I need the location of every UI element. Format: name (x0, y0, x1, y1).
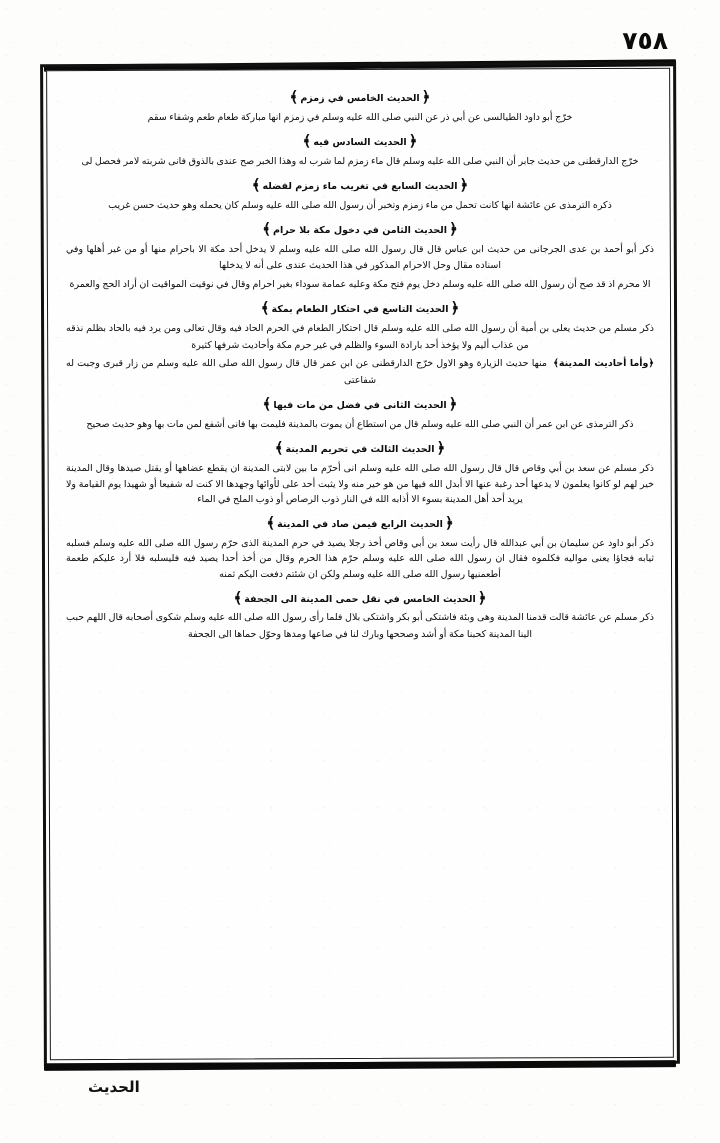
body-paragraph-text: الا محرم اذ قد صح أن رسول الله صلى الله عليه وسلم دخل يوم فتح مكة وعليه عمامة سوداء بغير احرام وقال في نوقيت المواقيت ان أراد الحج والعمرة (69, 278, 651, 290)
text-block (56, 78, 664, 1050)
body-paragraph (66, 110, 654, 127)
ornament-close-icon: ﴾ (262, 220, 271, 239)
body-paragraph-text: ذكر مسلم من حديث يعلى بن أمية أن رسول الله صلى الله عليه وسلم قال احتكار الطعام في الحرم الحاد فيه وقال تعالى ومن يرد فيه بالحاد بظلم نذقه من عذاب أليم ولا يؤخذ أحد بارادة السوء والظلم في غير حرم مكة وأحاديث شرفها كثيرة (66, 322, 654, 351)
section-heading-label: الحديث الثامن في دخول مكة بلا حرام (272, 225, 447, 237)
ornament-open-icon: ﴿ (448, 395, 458, 414)
page-number: ٧٥٨ (622, 26, 668, 55)
section-heading-label: الحديث الخامس في نقل حمى المدينة الى الجحفة (244, 593, 476, 605)
body-paragraph (66, 277, 654, 294)
ornament-close-icon: ﴾ (553, 358, 559, 370)
ornament-open-icon: ﴿ (449, 220, 458, 239)
section-heading (66, 437, 654, 460)
section-heading (66, 393, 654, 416)
body-paragraph (66, 417, 654, 434)
body-paragraph-text: ذكره الترمذى عن عائشة انها كانت تحمل من ماء زمزم وتخبر أن رسول الله صلى الله عليه وسلم كان يحمله وهو حديث حسن غريب (108, 199, 612, 211)
section-heading-label: الحديث الخامس في زمزم (300, 93, 420, 104)
body-paragraph-text: ذكر مسلم عن سعد بن أبي وقاص قال قال رسول الله صلى الله عليه وسلم انى أحرّم ما بين لابتى المدينة ان يقطع عضاهها أو يقتل صيدها وقال المدينة خير لهم لو كانوا يعلمون لا يدعها أحد رغبة عنها الا أبدل الله فيها من هو خير منه ولا يثبت أحد على لأوائها وجهدها الا كنت له شفيعا أو شهيدا يوم القيامة ولا يريد أحد أهل المدينة بسوء الا أذابه الله في النار ذوب الرصاص أو ذوب الملح في الماء (66, 462, 654, 506)
section-heading-label: الحديث الثالث في تحريم المدينة (285, 444, 435, 456)
ornament-open-icon: ﴿ (648, 358, 655, 370)
ornament-close-icon: ﴾ (266, 514, 276, 533)
body-paragraph (66, 536, 654, 583)
body-paragraph-text: ذكر أبو داود عن سليمان بن أبي عبدالله قال رأيت سعد بن أبي وقاص أخذ رجلا يصيد في حرم المدينة الذى حرّم رسول الله صلى الله عليه وسلم فسلبه ثيابه فجاؤا يعنى مواليه فكلموه فقال ان رسول الله صلى الله عليه وسلم حرّم هذا الحرم وقال من أخذ أحدا يصيد فيه فليسلبه فلا أرد عليكم طعمة أطعمنيها رسول الله صلى الله عليه وسلم ولكن ان شئتم دفعت اليكم ثمنه (66, 537, 654, 580)
section-heading (66, 86, 654, 109)
section-heading (66, 218, 654, 241)
body-paragraph-text: خرّج الدارقطنى من حديث جابر أن النبي صلى الله عليه وسلم قال ماء زمزم لما شرب له وهذا الخبر صح عندى بالذوق فانى شربته لامر فحصل لى (81, 155, 639, 167)
ornament-close-icon: ﴾ (302, 132, 312, 151)
ornament-close-icon: ﴾ (251, 176, 261, 195)
body-paragraph-text: خرّج أبو داود الطيالسى عن أبي ذر عن النبي صلى الله عليه وسلم في زمزم انها مباركة طعام طعم وشفاء سقم (147, 111, 573, 123)
section-heading (66, 512, 654, 535)
inline-section-heading (553, 358, 654, 369)
section-heading-label: الحديث السادس فيه (313, 137, 407, 149)
body-paragraph (66, 154, 654, 171)
section-heading (66, 130, 654, 153)
section-heading-label: الحديث الثانى في فضل من مات فيها (273, 400, 447, 412)
ornament-close-icon: ﴾ (233, 588, 243, 607)
ornament-open-icon: ﴿ (436, 439, 446, 458)
ornament-open-icon: ﴿ (459, 176, 469, 195)
body-paragraph-text: ذكر الترمذى عن ابن عمر أن النبي صلى الله عليه وسلم قال من استطاع أن يموت بالمدينة فليمت بها فانى أشفع لمن مات بها وهو حديث صحيح (86, 418, 634, 430)
body-paragraph (66, 356, 654, 389)
body-paragraph-text: منها حديث الزيارة وهو الاول خرّج الدارقطنى عن ابن عمر قال قال رسول الله صلى الله عليه وسلم من زار قبرى وجبت له شفاعتى (66, 358, 547, 386)
ornament-open-icon: ﴿ (444, 514, 454, 533)
section-heading (66, 587, 654, 610)
ornament-open-icon: ﴿ (421, 88, 431, 106)
body-paragraph (66, 610, 654, 643)
ornament-close-icon: ﴾ (274, 439, 284, 458)
section-heading-label: الحديث الرابع فيمن صاد في المدينة (277, 519, 443, 531)
body-paragraph-text: ذكر مسلم عن عائشة قالت قدمنا المدينة وهى وبئة فاشتكى أبو بكر واشتكى بلال فلما رأى رسول الله صلى الله عليه وسلم شكوى أصحابه قال اللهم حبب الينا المدينة كحبنا مكة أو أشد وصححها وبارك لنا في صاعها ومدها وحوّل حماها الى الجحفة (66, 612, 654, 640)
ornament-open-icon: ﴿ (450, 299, 460, 318)
ornament-close-icon: ﴾ (262, 395, 272, 414)
section-heading (66, 297, 654, 320)
ornament-close-icon: ﴾ (260, 299, 270, 318)
body-paragraph-text: ذكر أبو أحمد بن عدى الجرجانى من حديث ابن عباس قال قال رسول الله صلى الله عليه وسلم لا يدخل أحد مكة الا باحرام منها أو من غير أهلها وفي اسناده مقال وحل الاحرام المذكور في هذا الحديث عندى على أنه لا يدخلها (66, 243, 654, 272)
section-heading-label: الحديث السابع في تغريب ماء زمزم لفضله (262, 181, 458, 193)
ornament-open-icon: ﴿ (477, 588, 487, 607)
body-paragraph (66, 242, 654, 275)
body-paragraph (66, 461, 654, 508)
section-heading-label: الحديث التاسع في احتكار الطعام بمكة (271, 304, 449, 316)
catchword: الحديث (88, 1078, 140, 1096)
section-heading (66, 174, 654, 197)
body-paragraph (66, 198, 654, 215)
body-paragraph (66, 321, 654, 354)
ornament-close-icon: ﴾ (289, 88, 299, 106)
ornament-open-icon: ﴿ (408, 132, 418, 151)
inline-section-heading-label: وأما أحاديث المدينة (558, 358, 649, 370)
